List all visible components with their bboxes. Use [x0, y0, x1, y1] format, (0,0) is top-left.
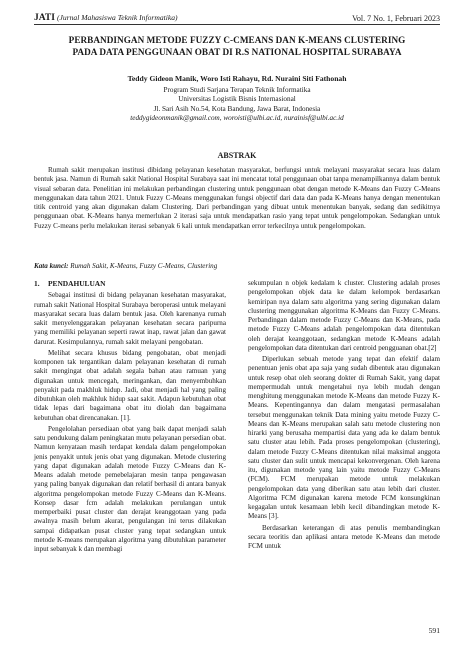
header-divider: [34, 24, 440, 25]
author-emails: teddygideonmanik@gmail.com, woroisti@ulbi.ac.id, nurainisf@ulbi.ac.id: [130, 114, 344, 123]
section-number: 1.: [34, 279, 40, 288]
keywords-line: [34, 262, 440, 270]
journal-abbreviation: JATI: [34, 13, 55, 23]
author-list: Teddy Gideon Manik, Woro Isti Rahayu, Rd. Nuraini Siti Fathonah: [127, 74, 347, 83]
affiliation-program: Program Studi Sarjana Terapan Teknik Informatika: [163, 86, 311, 94]
abstract-body: [34, 166, 440, 231]
abstract-paragraph: Rumah sakit merupakan institusi dibidang pelayanan kesehatan masyarakat, berfungsi untuk melayani masyarakat secara luas dalam bentuk jasa. Namun di Rumah sakit National Hospital Surabaya saat ini mencatat total penggunaan obat tanpa menampilkannya dalam bentuk visual sebaran data. Penelitian ini melakukan perbandingan clustering untuk penggunaan obat dengan metode K-Means dan Fuzzy C-Means menggunakan data tahun 2021. Untuk Fuzzy C-Means menggunakan fungsi objectif dari data dan pada K-Means hanya dengan menentukan titik centroid yang akan digunakan dalam Clustering. Dari perbandingan yang dibuat untuk menentukan banyak, sedang dan sedikitnya penggunaan obat. K-Means hanya memerlukan 2 iterasi saja untuk mendapatkan rasio yang tepat untuk pengelompokan. Sedangkan untuk Fuzzy C-means perlu melakukan iterasi sebanyak 6 kali untuk mendapatkan error terkecilnya untuk pengelompokan.: [34, 166, 440, 230]
keywords-label: Kata kunci:: [34, 262, 69, 270]
body-paragraph: sekumpulan n objek kedalam k cluster. Clustering adalah proses pengelompokan objek data ke dalam kelompok berdasarkan kemiripan nya dalam satu algoritma yang sering digunakan dalam clustering menggunakan algoritma K-Means dan Fuzzy C-Means. Perbandingan dalam metode Fuzzy C-Means dan K-Means, pada metode Fuzzy C-Means adalah pengelompokan data ditentukan oleh derajat keanggotaan, sedangkan metode K-Means adalah pengelompokan data ditentukan dari centroid pengguanan obat.[2]: [248, 279, 440, 352]
body-paragraph: Pengelolahan persediaan obat yang baik dapat menjadi salah satu pendukung dalam peningkatan mutu pelayanan persedian obat. Namun kenyataan masih terdapat kendala dalam pengelompokan jenis penyakit untuk jenis obat yang digunakan. Metode clustering yang dapat digunakan adalah metode Fuzzy C-Means dan K-Means adalah metode pemebelajaran mesin tanpa pengawasan yang paling banyak digunakan dan relatif berhasil di antara banyak algoritma pengelompokan metode Fuzzy C-Means dan K-Means. Konsep dasar fcm adalah melakukan perulangan untuk memperbaiki pusat cluster dan derajat keanggotaan yang pada awalnya masih belum akurat, pengulangan ini terus dilakukan sampai didapatkan pusat cluster yang tepat sedangkan untuk metode K-means merupakan algoritma yang dibutuhkan parameter input sebanyak k dan membagi: [34, 424, 226, 553]
body-paragraph: Diperlukan sebuah metode yang tepat dan efektif dalam penentuan jenis obat apa saja yang sudah dibentuk atau digunakan untuk resep obat oleh seorang dokter di Rumah Sakit, yang dapat mempermudah untuk mengetahui nya lebih mudah dengan menghitung menggunakan metode K-Means dan metode Fuzzy K-Means. Kepentingannya dan dalam mengatasi permasalahan tersebut menggunakan teknik Data mining yaitu metode Fuzzy C-Means dan K-Means merupakan salah satu metode clustering non hirarki yang berusaha mempartisi data yang ada ke dalam bentuk satu cluster atau lebih. Pada proses pengelompokan (clustering), dalam metode Fuzzy C-Means ditentukan nilai maksimal anggota satu cluster dan sulit untuk mencapai kekonvergenan. Oleh karena itu, digunakan metode yang lain yaitu metode Fuzzy C-Means (FCM). FCM merupakan metode untuk melakukan pengelompokan data yang diberikan satu atau lebih dari cluster. Algoritma FCM digunakan karena metode FCM konsungkinan kegagalan untuk kesamaan lebih kecil dibandingkan metode K-Means [3].: [248, 355, 440, 521]
affiliation-university: Universitas Logistik Bisnis Internasional: [178, 95, 296, 104]
running-header: [34, 9, 440, 23]
section-heading: [34, 279, 226, 288]
affiliation-address: Jl. Sari Asih No.54, Kota Bandung, Jawa Barat, Indonesia: [153, 104, 321, 113]
title-line-1: PERBANDINGAN METODE FUZZY C-CMEANS DAN K-MEANS CLUSTERING: [68, 35, 406, 45]
keywords-text: Rumah Sakit, K-Means, Fuzzy C-Means, Clustering: [70, 262, 218, 270]
volume-info: Vol. 7 No. 1, Februari 2023: [352, 14, 440, 23]
body-column-left: [34, 279, 226, 556]
journal-full-name: (Jurnal Mahasiswa Teknik Informatika): [56, 13, 178, 22]
body-paragraph: Berdasarkan keterangan di atas penulis membandingkan secara teoritis dan aplikasi antara metode K-Means dan metode FCM untuk: [248, 523, 440, 550]
body-paragraph: Sebagai institusi di bidang pelayanan kesehatan masyarakat, rumah sakit National Hospital Surabaya beroperasi untuk melayani masyarakat secara luas dalam bentuk jasa. Oleh karenanya rumah sakit menyelenggarakan pelayanan kesehatan secara paripurna yang memiliki pelayanan seperti rawat inap, rawat jalan dan gawat darurat. Kesimpulannya, rumah sakit melayani pengobatan.: [34, 291, 226, 346]
title-line-2: PADA DATA PENGGUNAAN OBAT DI R.S NATIONAL HOSPITAL SURABAYA: [72, 47, 402, 57]
abstract-heading: ABSTRAK: [217, 151, 257, 160]
affiliation-block: [34, 86, 440, 124]
body-paragraph: Melihat secara khusus bidang pengobatan, obat menjadi komponen tak tergantikan dalam pelayanan kesehatan di rumah sakit mengingat obat adalah segala bahan atau ramuan yang digunakan untuk mencegah, meringankan, dan menyembuhkan penyakit pada makhluk hidup. Jadi, obat menjadi hal yang paling dibutuhkan oleh makhluk hidup saat sakit. Adapun kebutuhan obat tidak lepas dari bagaimana obat itu diolah dan bagaimana kebutuhan obat direncanakan. [1].: [34, 348, 226, 422]
paper-title: [34, 34, 440, 58]
body-column-right: [248, 279, 440, 553]
journal-name: [34, 13, 178, 23]
page-number: 591: [428, 626, 440, 635]
section-title: PENDAHULUAN: [48, 279, 106, 288]
